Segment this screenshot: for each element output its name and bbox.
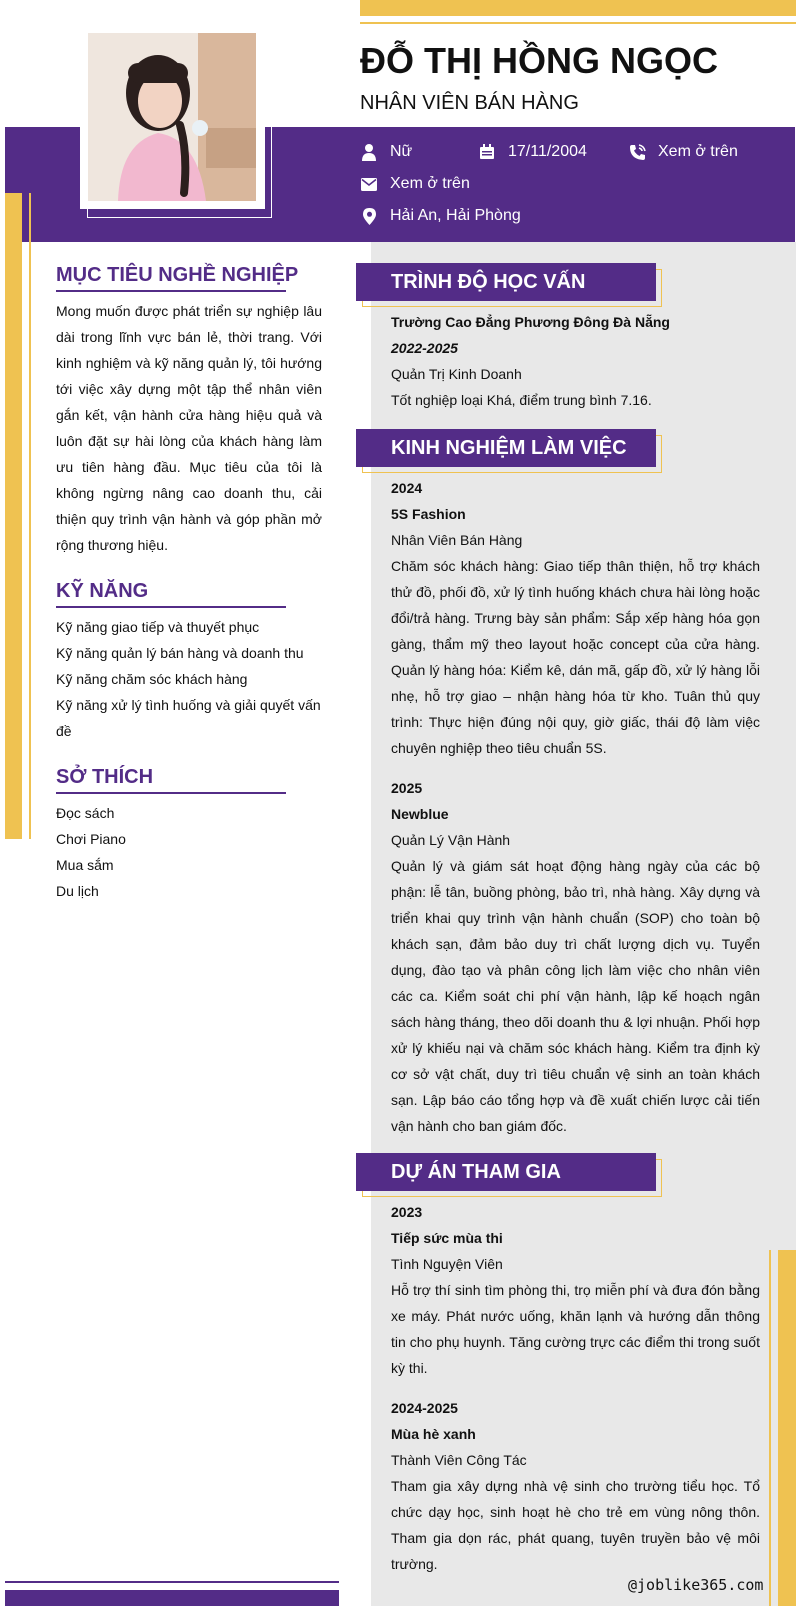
- objective-section: [56, 264, 322, 558]
- calendar-icon: [478, 143, 496, 161]
- skill-item: Kỹ năng quản lý bán hàng và doanh thu: [56, 645, 304, 661]
- experience-heading-block: [356, 429, 760, 469]
- left-accent-line: [29, 193, 31, 839]
- experience-role: Quản Lý Vận Hành: [391, 832, 511, 848]
- education-heading-block: [356, 263, 760, 303]
- skill-item: Kỹ năng giao tiếp và thuyết phục: [56, 619, 260, 635]
- projects-section: [356, 1153, 760, 1577]
- project-year: 2024-2025: [391, 1400, 458, 1416]
- hobby-item: Du lịch: [56, 883, 99, 899]
- experience-section: [356, 429, 760, 1139]
- skill-item: Kỹ năng xử lý tình huống và giải quyết vấn đề: [56, 697, 321, 739]
- watermark: @joblike365.com: [628, 1576, 764, 1594]
- projects-heading: DỰ ÁN THAM GIA: [356, 1153, 656, 1191]
- experience-heading: KINH NGHIỆM LÀM VIỆC: [356, 429, 656, 467]
- phone-value: Xem ở trên: [658, 143, 738, 160]
- left-column: [56, 264, 322, 904]
- project-description: Hỗ trợ thí sinh tìm phòng thi, trọ miễn phí và đưa đón bằng xe máy. Phát nước uống, khăn lạnh và hướng dẫn thông tin cho phụ huynh. Tăng cường trực các điểm thi trong suốt kỳ thi.: [391, 1282, 760, 1376]
- contact-phone: [628, 143, 738, 161]
- hobby-item: Chơi Piano: [56, 831, 126, 847]
- education-section: [356, 263, 760, 413]
- top-accent-bar: [360, 0, 796, 16]
- education-heading: TRÌNH ĐỘ HỌC VẤN: [356, 263, 656, 301]
- email-icon: [360, 175, 378, 193]
- education-major: Quản Trị Kinh Doanh: [391, 366, 522, 382]
- email-value: Xem ở trên: [390, 175, 470, 192]
- contact-address: [360, 207, 521, 225]
- project-name: Tiếp sức mùa thi: [391, 1230, 503, 1246]
- right-accent-bar: [778, 1250, 796, 1606]
- address-value: Hải An, Hải Phòng: [390, 207, 521, 224]
- experience-year: 2025: [391, 780, 423, 796]
- project-entry: [391, 1395, 760, 1577]
- job-title: NHÂN VIÊN BÁN HÀNG: [360, 92, 579, 114]
- skills-heading: KỸ NĂNG: [56, 580, 286, 608]
- project-role: Thành Viên Công Tác: [391, 1452, 527, 1468]
- project-description: Tham gia xây dựng nhà vệ sinh cho trường tiểu học. Tổ chức dạy học, sinh hoạt hè cho trẻ em vùng nông thôn. Tham gia dọn rác, phát quang, tuyên truyền bảo vệ môi trường.: [391, 1478, 760, 1572]
- experience-description: Chăm sóc khách hàng: Giao tiếp thân thiện, hỗ trợ khách thử đồ, phối đồ, xử lý tình huống khách chưa hài lòng hoặc đổi/trả hàng. Trưng bày sản phẩm: Sắp xếp hàng hóa gọn gàng, thẩm mỹ theo layout hoặc concept của cửa hàng. Quản lý hàng hóa: Kiểm kê, dán mã, gấp đồ, xử lý hàng lỗi nhẹ, hỗ trợ giao – nhận hàng hóa từ kho. Tuân thủ quy trình: Thực hiện đúng nội quy, giờ giấc, thái độ làm việc chuyên nghiệp theo tiêu chuẩn 5S.: [391, 558, 760, 756]
- right-accent-line: [769, 1250, 771, 1606]
- projects-heading-block: [356, 1153, 760, 1193]
- objective-heading: MỤC TIÊU NGHỀ NGHIỆP: [56, 264, 286, 292]
- bottom-accent-bar: [5, 1590, 339, 1606]
- hobby-item: Mua sắm: [56, 857, 114, 873]
- project-role: Tình Nguyện Viên: [391, 1256, 503, 1272]
- avatar: [88, 33, 256, 201]
- experience-year: 2024: [391, 480, 423, 496]
- contact-gender: [360, 143, 412, 161]
- contact-email: [360, 175, 470, 193]
- project-entry: [391, 1199, 760, 1381]
- experience-entry: [391, 775, 760, 1139]
- experience-entry: [391, 475, 760, 761]
- project-name: Mùa hè xanh: [391, 1426, 476, 1442]
- experience-role: Nhân Viên Bán Hàng: [391, 532, 523, 548]
- experience-company: Newblue: [391, 806, 449, 822]
- candidate-name: ĐỖ THỊ HỒNG NGỌC: [360, 40, 718, 81]
- contact-birthday: [478, 143, 587, 161]
- gender-value: Nữ: [390, 143, 413, 160]
- skills-section: [56, 580, 322, 744]
- project-year: 2023: [391, 1204, 423, 1220]
- hobby-item: Đọc sách: [56, 805, 115, 821]
- top-accent-line: [360, 22, 796, 24]
- school-name: Trường Cao Đẳng Phương Đông Đà Nẵng: [391, 314, 670, 330]
- left-accent-bar: [5, 193, 22, 839]
- education-period: 2022-2025: [391, 340, 458, 356]
- experience-company: 5S Fashion: [391, 506, 466, 522]
- experience-description: Quản lý và giám sát hoạt động hàng ngày của các bộ phận: lễ tân, buồng phòng, bảo trì, nhà hàng. Xây dựng và triển khai quy trình vận hành chuẩn (SOP) cho toàn bộ khách sạn, đảm bảo duy trì chất lượng dịch vụ. Tuyển dụng, đào tạo và phân công lịch làm việc cho nhân viên các ca. Kiểm soát chi phí vận hành, lập kế hoạch ngân sách hàng tháng, theo dõi doanh thu & lợi nhuận. Phối hợp xử lý khiếu nại và chăm sóc khách hàng. Kiểm tra định kỳ cơ sở vật chất, duy trì tiêu chuẩn vệ sinh an toàn khách sạn. Lập báo cáo tổng hợp và đề xuất chiến lược cải tiến vận hành cho ban giám đốc.: [391, 858, 760, 1134]
- hobbies-heading: SỞ THÍCH: [56, 766, 286, 794]
- person-icon: [360, 143, 378, 161]
- location-pin-icon: [360, 207, 378, 225]
- phone-icon: [628, 143, 646, 161]
- birthday-value: 17/11/2004: [508, 143, 587, 160]
- skill-item: Kỹ năng chăm sóc khách hàng: [56, 671, 248, 687]
- education-result: Tốt nghiệp loại Khá, điểm trung bình 7.16.: [391, 392, 652, 408]
- hobbies-section: [56, 766, 322, 904]
- bottom-accent-line: [5, 1581, 339, 1583]
- objective-text: Mong muốn được phát triển sự nghiệp lâu dài trong lĩnh vực bán lẻ, thời trang. Với kinh nghiệm và kỹ năng quản lý, tôi hướng tới việc xây dựng một tập thể nhân viên gắn kết, vận hành cửa hàng hiệu quả và luôn đặt sự hài lòng của khách hàng làm ưu tiên hàng đầu. Mục tiêu của tôi là không ngừng nâng cao doanh thu, cải thiện quy trình vận hành và góp phần mở rộng thương hiệu.: [56, 303, 322, 553]
- right-column: [356, 263, 760, 1591]
